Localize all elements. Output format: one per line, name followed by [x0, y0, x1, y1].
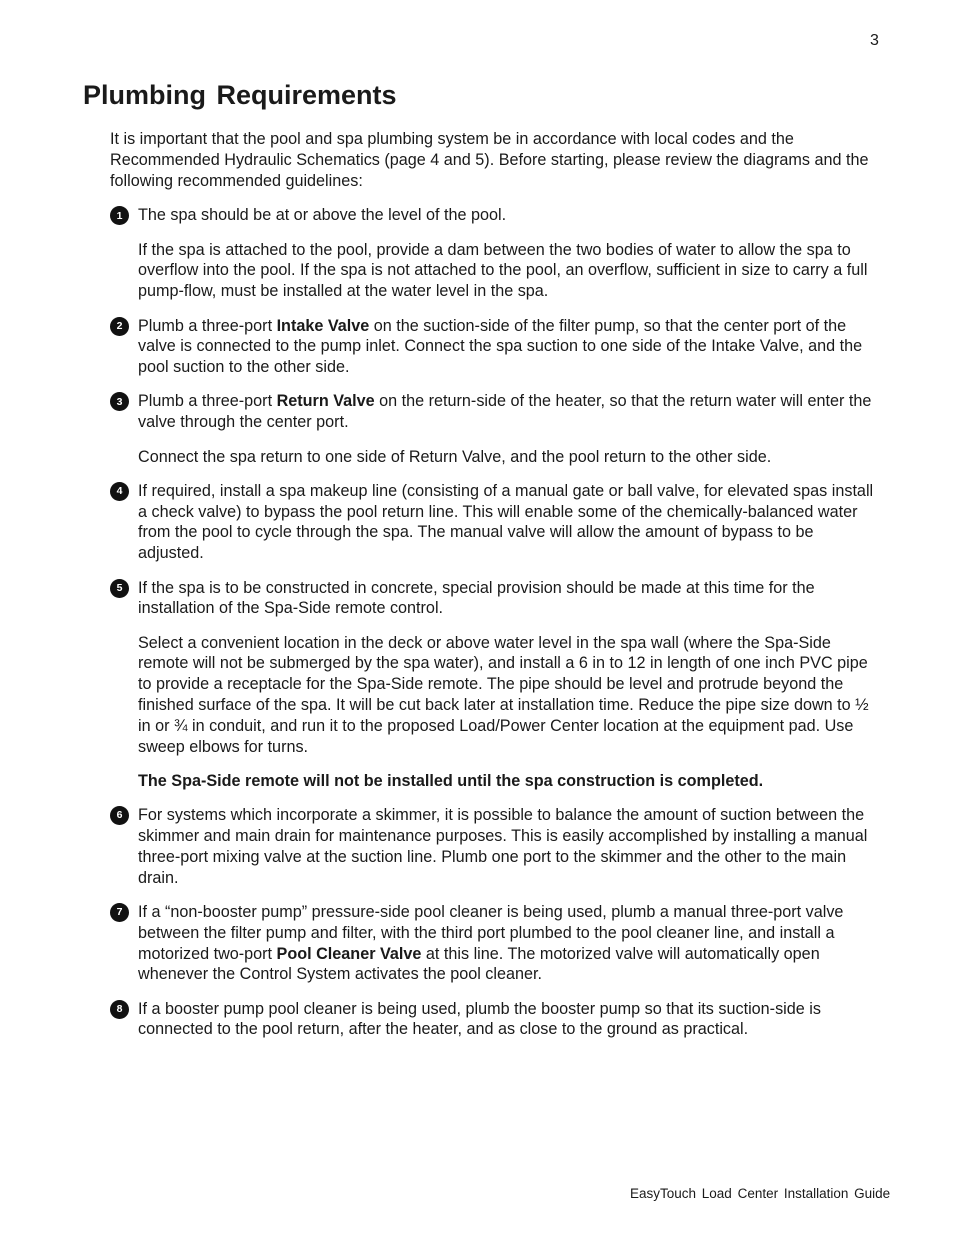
- number-badge: 3: [110, 392, 129, 411]
- number-badge: 5: [110, 579, 129, 598]
- number-badge: 2: [110, 317, 129, 336]
- item-text: If required, install a spa makeup line (consisting of a manual gate or ball valve, for elevated spas install a check valve) to bypass the pool return line. This will enable some of the chemically-balanced water from the pool to cycle through the spa. The manual valve will allow the amount of bypass to be adjusted.: [138, 481, 874, 563]
- number-badge: 8: [110, 1000, 129, 1019]
- intake-valve-term: Intake Valve: [276, 316, 370, 335]
- item-text: Connect the spa return to one side of Return Valve, and the pool return to the other side.: [138, 447, 772, 466]
- item-note: The Spa-Side remote will not be installed until the spa construction is completed.: [138, 771, 764, 790]
- list-item-4: [110, 481, 875, 564]
- number-badge: 7: [110, 903, 129, 922]
- number-badge: 4: [110, 482, 129, 501]
- item-text: Plumb a three-port Return Valve on the return-side of the heater, so that the return water will enter the valve through the center port.: [138, 392, 872, 432]
- item-text: If a booster pump pool cleaner is being used, plumb the booster pump so that its suction-side is connected to the pool return, after the heater, and as close to the ground as practical.: [138, 999, 821, 1039]
- item-text: If the spa is to be constructed in concrete, special provision should be made at this time for the installation of the Spa-Side remote control.: [138, 578, 815, 618]
- list-item-2: [110, 316, 875, 378]
- pool-cleaner-valve-term: Pool Cleaner Valve: [276, 944, 422, 963]
- list-item-5: [110, 578, 875, 792]
- item-text: The spa should be at or above the level of the pool.: [138, 206, 507, 225]
- number-badge: 6: [110, 806, 129, 825]
- item-text: For systems which incorporate a skimmer, it is possible to balance the amount of suction between the skimmer and main drain for maintenance purposes. This is easily accomplished by installing a manual three-port mixing valve at the suction line. Plumb one port to the skimmer and the other to the main drain.: [138, 806, 868, 887]
- list-item-1: [110, 205, 875, 302]
- item-text: If a “non-booster pump” pressure-side pool cleaner is being used, plumb a manual three-port valve between the filter pump and filter, with the third port plumbed to the pool cleaner line, and install a motorized two-port Pool Cleaner Valve at this line. The motorized valve will automatically open whenever the Control System activates the pool cleaner.: [138, 902, 844, 984]
- list-item-3: [110, 391, 875, 467]
- item-text: Plumb a three-port Intake Valve on the suction-side of the filter pump, so that the center port of the valve is connected to the pump inlet. Connect the spa suction to one side of the Intake Valve, and the pool suction to the other side.: [138, 316, 863, 377]
- list-item-7: [110, 902, 875, 985]
- item-text: If the spa is attached to the pool, provide a dam between the two bodies of water to allow the spa to overflow into the pool. If the spa is not attached to the pool, an overflow, sufficient in size to carry a full pump-flow, must be installed at the water level in the spa.: [138, 240, 868, 301]
- return-valve-term: Return Valve: [276, 392, 375, 411]
- list-item-6: [110, 805, 875, 888]
- page-number: 3: [870, 32, 879, 49]
- item-text: Select a convenient location in the deck or above water level in the spa wall (where the Spa-Side remote will not be submerged by the spa water), and install a 6 in to 12 in length of one inch PVC pipe to provide a receptacle for the Spa-Side remote. The pipe should be level and protrude beyond the finished surface of the spa. It will be cut back later at installation time. Reduce the pipe size down to ½ in or ¾ in conduit, and run it to the proposed Load/Power Center location at the equipment pad. Use sweep elbows for turns.: [138, 633, 869, 756]
- number-badge: 1: [110, 206, 129, 225]
- document-body: [110, 129, 875, 1054]
- page-title: Plumbing Requirements: [83, 80, 397, 110]
- footer-guide-title: EasyTouch Load Center Installation Guide: [630, 1186, 891, 1201]
- intro-paragraph: It is important that the pool and spa plumbing system be in accordance with local codes and the Recommended Hydraulic Schematics (page 4 and 5). Before starting, please review the diagrams and the following recommended guidelines:: [110, 130, 869, 190]
- list-item-8: [110, 999, 875, 1041]
